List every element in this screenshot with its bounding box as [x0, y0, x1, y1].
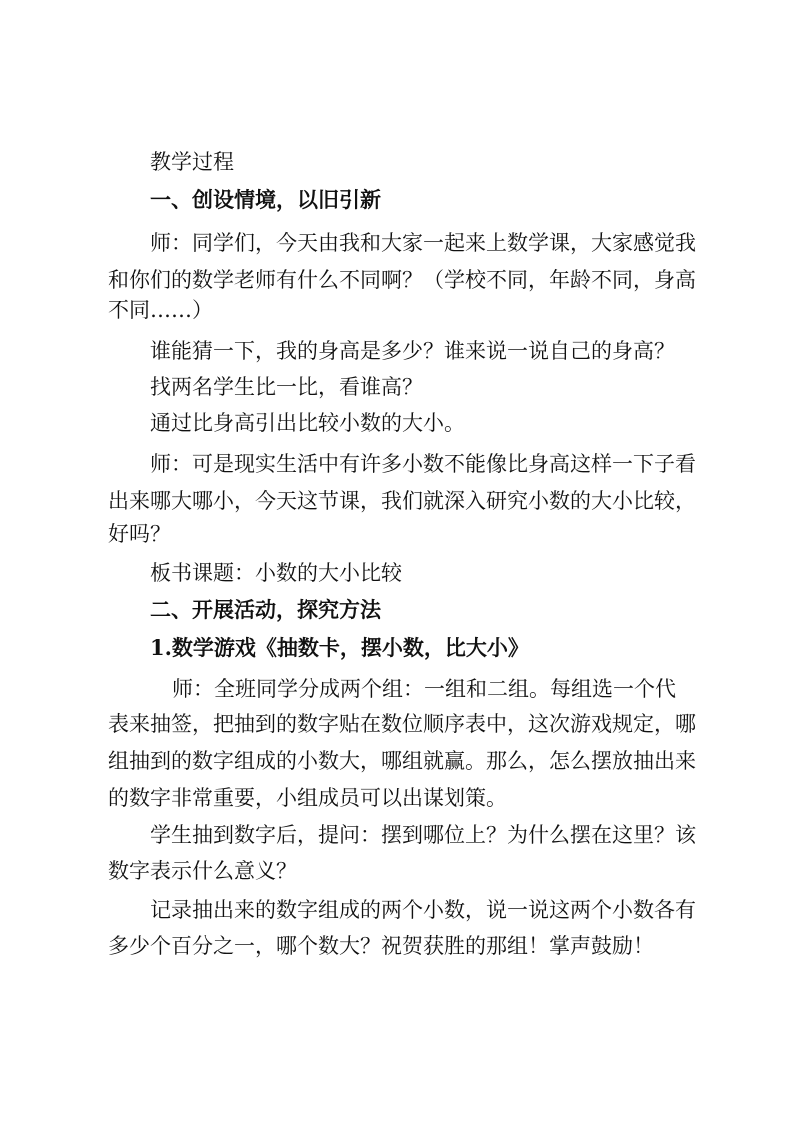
section-heading-1: 一、创设情境，以旧引新	[150, 187, 381, 212]
paragraph-line: 不同……）	[108, 298, 213, 322]
paragraph-line: 师：全班同学分成两个组：一组和二组。每组选一个代	[172, 677, 676, 701]
section-heading-2: 二、开展活动，探究方法	[150, 597, 381, 622]
paragraph-line: 数字表示什么意义？	[108, 859, 297, 883]
paragraph-line: 学生抽到数字后，提问：摆到哪位上？为什么摆在这里？该	[150, 823, 696, 847]
paragraph-line: 多少个百分之一，哪个数大？祝贺获胜的那组！掌声鼓励！	[108, 934, 654, 958]
paragraph-line: 表来抽签，把抽到的数字贴在数位顺序表中，这次游戏规定，哪	[108, 712, 696, 736]
paragraph-line: 的数字非常重要，小组成员可以出谋划策。	[108, 786, 507, 810]
paragraph-line: 记录抽出来的数字组成的两个小数，说一说这两个小数各有	[150, 898, 696, 922]
paragraph-line: 组抽到的数字组成的小数大，哪组就赢。那么，怎么摆放抽出来	[108, 749, 696, 773]
paragraph-line: 师：可是现实生活中有许多小数不能像比身高这样一下子看	[150, 452, 696, 476]
paragraph-line: 谁能猜一下，我的身高是多少？谁来说一说自己的身高？	[150, 339, 675, 363]
paragraph-line: 出来哪大哪小，今天这节课，我们就深入研究小数的大小比较，	[108, 489, 696, 513]
subheading: 1.数学游戏《抽数卡，摆小数，比大小》	[150, 635, 529, 660]
paragraph-line: 板书课题：小数的大小比较	[150, 561, 402, 585]
paragraph-line: 通过比身高引出比较小数的大小。	[150, 411, 465, 435]
paragraph-line: 找两名学生比一比，看谁高？	[150, 375, 423, 399]
paragraph-line: 好吗？	[108, 522, 171, 546]
paragraph-line: 和你们的数学老师有什么不同啊？（学校不同，年龄不同，身高	[108, 268, 696, 292]
paragraph-line: 师：同学们，今天由我和大家一起来上数学课，大家感觉我	[150, 231, 696, 255]
document-title: 教学过程	[150, 150, 234, 174]
